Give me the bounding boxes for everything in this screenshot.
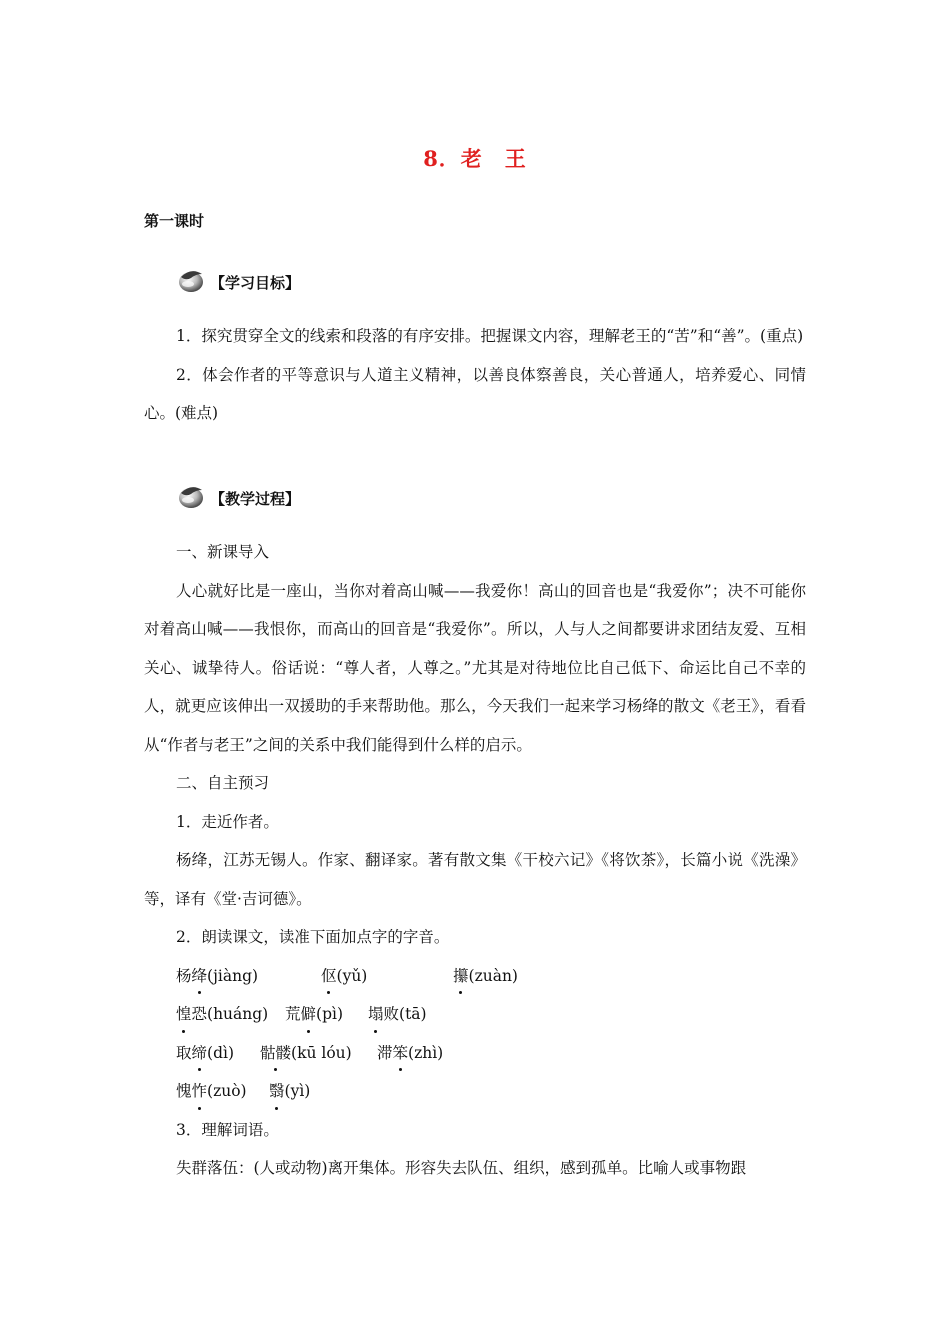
goal-item: 1．探究贯穿全文的线索和段落的有序安排。把握课文内容，理解老王的“苦”和“善”。(重点) — [176, 327, 804, 345]
section-bullet-icon — [176, 265, 206, 295]
pinyin-row — [144, 1072, 806, 1111]
pinyin-word: 骷髅(kū lóu) — [260, 1034, 377, 1073]
goals-heading-label: 【学习目标】 — [210, 274, 301, 292]
pinyin-row — [144, 957, 806, 996]
pinyin-word: 翳(yì) — [269, 1072, 310, 1111]
vocab-paragraph: 失群落伍：(人或动物)离开集体。形容失去队伍、组织，感到孤单。比喻人或事物跟 — [176, 1159, 747, 1177]
intro-paragraph: 人心就好比是一座山，当你对着高山喊——我爱你！高山的回音也是“我爱你”；决不可能你对着高山喊——我恨你，而高山的回音是“我爱你”。所以，人与人之间都要讲求团结友爱、互相关心、诚挚待人。俗话说：“尊人者，人尊之。”尤其是对待地位比自己低下、命运比自己不幸的人，就更应该伸出一双援助的手来帮助他。那么，今天我们一起来学习杨绛的散文《老王》，看看从“作者与老王”之间的关系中我们能得到什么样的启示。 — [144, 581, 806, 754]
pinyin-list — [144, 957, 806, 1111]
pinyin-word: 惶恐(huáng) — [176, 995, 285, 1034]
pinyin-word: 塌败(tā) — [368, 995, 427, 1034]
pinyin-row — [144, 1034, 806, 1073]
intro-heading: 一、新课导入 — [176, 543, 270, 561]
author-heading: 1．走近作者。 — [176, 812, 279, 831]
process-heading — [176, 481, 300, 511]
pinyin-word: 取缔(dì) — [176, 1034, 260, 1073]
author-paragraph: 杨绛，江苏无锡人。作家、翻译家。著有散文集《干校六记》《将饮茶》，长篇小说《洗澡》等，译有《堂·吉诃德》。 — [144, 851, 806, 908]
goals-heading — [176, 265, 300, 295]
pinyin-word: 滞笨(zhì) — [377, 1034, 443, 1073]
vocab-heading: 3．理解词语。 — [176, 1120, 279, 1139]
process-body — [144, 533, 806, 1188]
section-bullet-icon — [176, 481, 206, 511]
pinyin-word: 愧怍(zuò) — [176, 1072, 269, 1111]
process-heading-label: 【教学过程】 — [210, 490, 301, 508]
pinyin-word: 伛(yǔ) — [321, 957, 453, 996]
pinyin-row — [144, 995, 806, 1034]
pinyin-word: 荒僻(pì) — [285, 995, 368, 1034]
pinyin-word: 攥(zuàn) — [453, 957, 518, 996]
page-title: 8．老 王 — [423, 146, 527, 171]
pinyin-heading: 2．朗读课文，读准下面加点字的字音。 — [176, 928, 450, 946]
goals-list — [144, 317, 806, 433]
pinyin-word: 杨绛(jiàng) — [176, 957, 321, 996]
lesson-label: 第一课时 — [144, 212, 205, 230]
goal-item: 2．体会作者的平等意识与人道主义精神，以善良体察善良，关心普通人，培养爱心、同情心。(难点) — [144, 365, 806, 422]
preview-heading: 二、自主预习 — [176, 774, 270, 792]
